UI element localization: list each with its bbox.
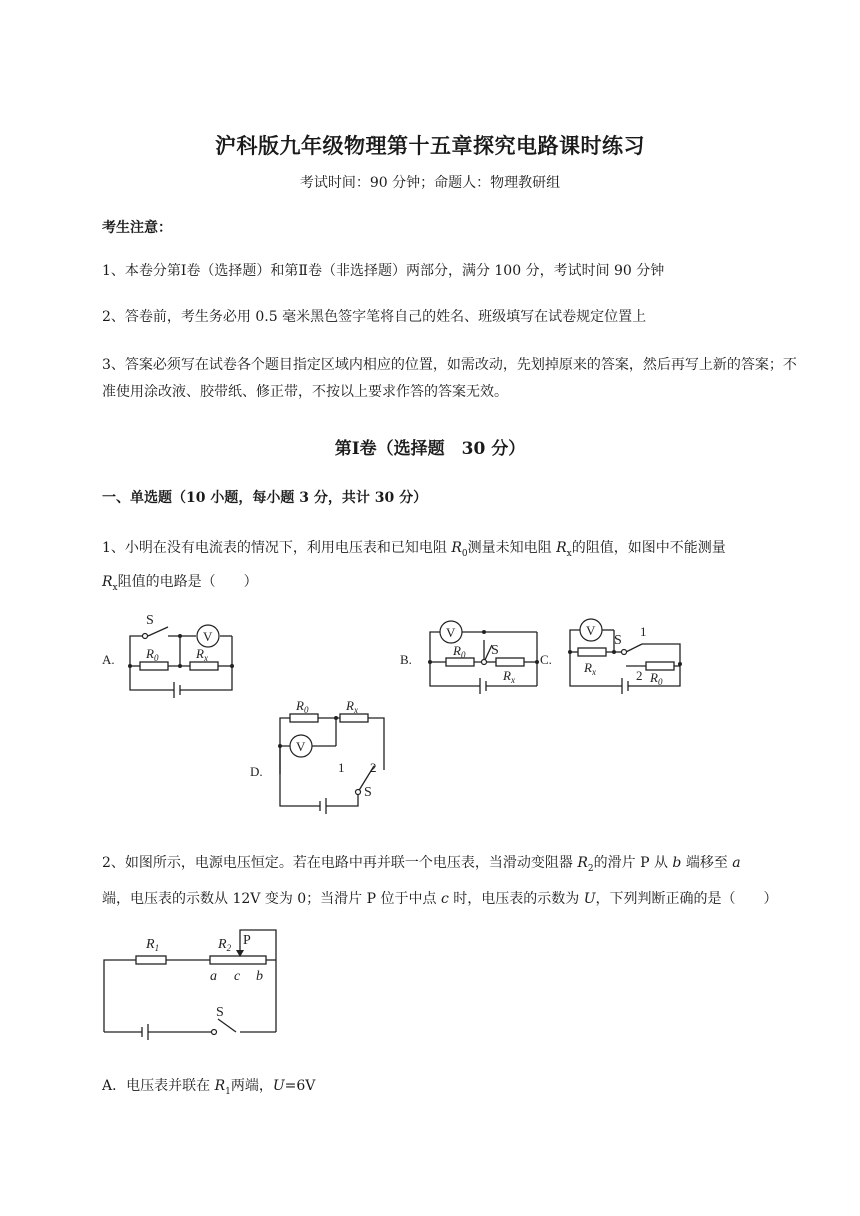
q2-r2-subscript: 2 (587, 863, 594, 874)
s-label-b: S (491, 643, 499, 658)
question-2-circuit (0, 920, 860, 1060)
question-1-circuits (0, 600, 860, 820)
r2-label: $R_2$ (218, 937, 232, 953)
r0-label-d: $R_0$ (296, 698, 309, 715)
s-label-c: S (614, 633, 622, 648)
q2-option-a-text-a: A．电压表并联在 (102, 1078, 215, 1094)
q2-option-a (102, 1074, 802, 1104)
terminal-2-c: 2 (636, 668, 643, 683)
q1-rx-subscript-2: x (112, 582, 118, 593)
c-label: c (234, 969, 241, 984)
q2-option-a-subscript: 1 (225, 1086, 231, 1097)
r0-label-c: $R_0$ (650, 670, 663, 687)
resistor-r0-c (646, 662, 674, 670)
notice-item-2: 2、答卷前，考生务必用 0.5 毫米黑色签字笔将自己的姓名、班级填写在试卷规定位置上 (102, 309, 647, 325)
q2-line2-b: 时，电压表的示数为 (448, 890, 584, 907)
q1-rx-symbol-2: R (102, 573, 113, 590)
resistor-r1 (136, 956, 166, 964)
section-title: 第Ⅰ卷（选择题 30 分） (334, 439, 526, 459)
q1-r0-symbol: R (451, 540, 462, 556)
v-label-b: V (446, 625, 456, 640)
part-heading: 一、单选题（10 小题，每小题 3 分，共计 30 分） (102, 490, 428, 506)
rheostat-r2 (210, 956, 266, 964)
exam-subtitle: 考试时间：90 分钟；命题人：物理教研组 (299, 175, 561, 191)
option-a-label: A. (102, 652, 115, 667)
notice-heading: 考生注意： (102, 220, 172, 236)
resistor-r0-a (140, 662, 168, 670)
r1-label: $R_1$ (146, 937, 160, 953)
v-label-d: V (296, 739, 306, 754)
q2-line2-a: 端，电压表的示数从 12V 变为 0；当滑片 P 位于中点 (102, 890, 441, 907)
q2-option-a-u: U (272, 1078, 285, 1094)
q2-line1-c: 端移至 (681, 855, 733, 871)
rx-label-c: $R_x$ (584, 660, 596, 677)
switch-s-label: S (216, 1005, 224, 1020)
q2-b-end: b (672, 855, 682, 871)
q2-r2-symbol: R (577, 855, 588, 871)
resistor-rx-d (340, 714, 368, 722)
option-d-label: D. (250, 764, 263, 779)
v-label-c: V (586, 623, 596, 638)
q1-rx-symbol: R (556, 540, 567, 556)
q1-text-c: 的阻值，如图中不能测量 (571, 540, 726, 556)
a-label: a (210, 969, 217, 984)
option-b-label: B. (400, 652, 412, 667)
q2-c-point: c (440, 890, 449, 907)
q1-text-b: 测量未知电阻 (467, 540, 557, 556)
r0-label-a: $R_0$ (146, 646, 159, 663)
q2-line2-c: ，下列判断正确的是（ ） (595, 890, 778, 907)
v-label-a: V (203, 629, 213, 644)
q2-a-end: a (732, 855, 741, 871)
notice-item-3: 3、答案必须写在试卷各个题目指定区域内相应的位置，如需改动，先划掉原来的答案，然后再写上新的答案；不准使用涂改液、胶带纸、修正带，不按以上要求作答的答案无效。 (102, 357, 797, 400)
question-1-text (102, 534, 802, 602)
resistor-r0-d (290, 714, 318, 722)
page-title: 沪科版九年级物理第十五章探究电路课时练习 (215, 133, 645, 158)
question-2-text (102, 848, 802, 914)
resistor-rx-c (578, 648, 606, 656)
rx-label-b: $R_x$ (503, 668, 515, 685)
rx-label-d: $R_x$ (346, 698, 358, 715)
rx-label-a: $R_x$ (196, 646, 208, 663)
q1-rx-subscript: x (566, 548, 572, 559)
s-label-a: S (146, 613, 154, 628)
terminal-1-d: 1 (338, 760, 345, 775)
r0-label-b: $R_0$ (453, 643, 466, 660)
notice-item-1: 1、本卷分第Ⅰ卷（选择题）和第Ⅱ卷（非选择题）两部分，满分 100 分，考试时间 90 分钟 (102, 263, 665, 279)
q1-r0-subscript: 0 (461, 548, 468, 559)
q1-text-a: 1、小明在没有电流表的情况下，利用电压表和已知电阻 (102, 540, 452, 556)
b-label: b (256, 969, 263, 984)
resistor-rx-b (496, 658, 524, 666)
q2-line1-a: 2、如图所示，电源电压恒定。若在电路中再并联一个电压表，当滑动变阻器 (102, 855, 578, 871)
q2-line1-b: 的滑片 P 从 (593, 855, 673, 871)
terminal-1-c: 1 (640, 624, 647, 639)
p-label: P (243, 933, 251, 948)
q2-u-symbol: U (583, 890, 596, 907)
s-label-d: S (364, 785, 372, 800)
terminal-2-d: 2 (370, 760, 377, 775)
resistor-rx-a (190, 662, 218, 670)
q2-option-a-text-b: 两端， (230, 1078, 273, 1094)
q2-option-a-symbol: R (214, 1078, 226, 1094)
option-c-label: C. (540, 652, 552, 667)
q2-option-a-text-c: =6V (284, 1078, 316, 1094)
q1-text-d: 阻值的电路是（ ） (117, 573, 258, 590)
